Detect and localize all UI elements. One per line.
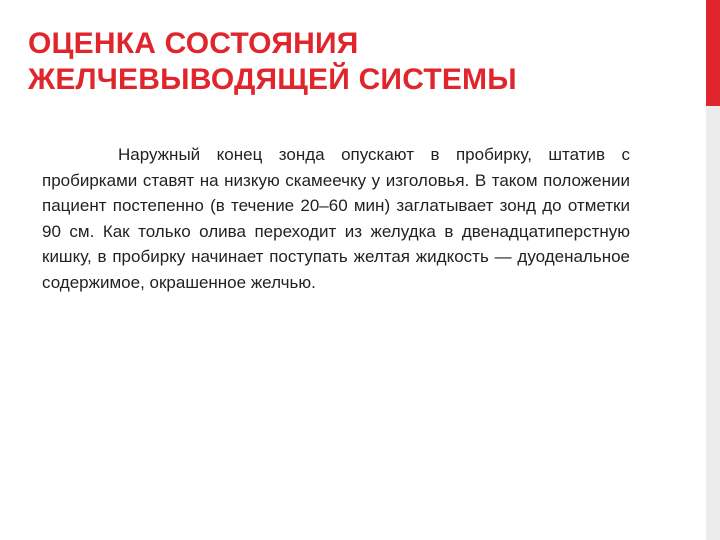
accent-bar-red bbox=[706, 0, 720, 106]
accent-bar-gray bbox=[706, 106, 720, 540]
slide-title bbox=[28, 26, 668, 98]
accent-bar bbox=[706, 0, 720, 540]
slide-body-text: Наружный конец зонда опускают в пробирку, штатив с пробирками ставят на низкую скамеечку у изголовья. В таком положении пациент постепенно (в течение 20–60 мин) заглатывает зонд до отметки 90 см. Как только олива переходит из желудка в двенадцатиперстную кишку, в пробирку начинает поступать желтая жидкость — дуоденальное содержимое, окрашенное желчью. bbox=[42, 145, 630, 292]
slide-title-line-1: ОЦЕНКА СОСТОЯНИЯ bbox=[28, 27, 359, 60]
slide-title-line-2: ЖЕЛЧЕВЫВОДЯЩЕЙ СИСТЕМЫ bbox=[28, 63, 517, 96]
